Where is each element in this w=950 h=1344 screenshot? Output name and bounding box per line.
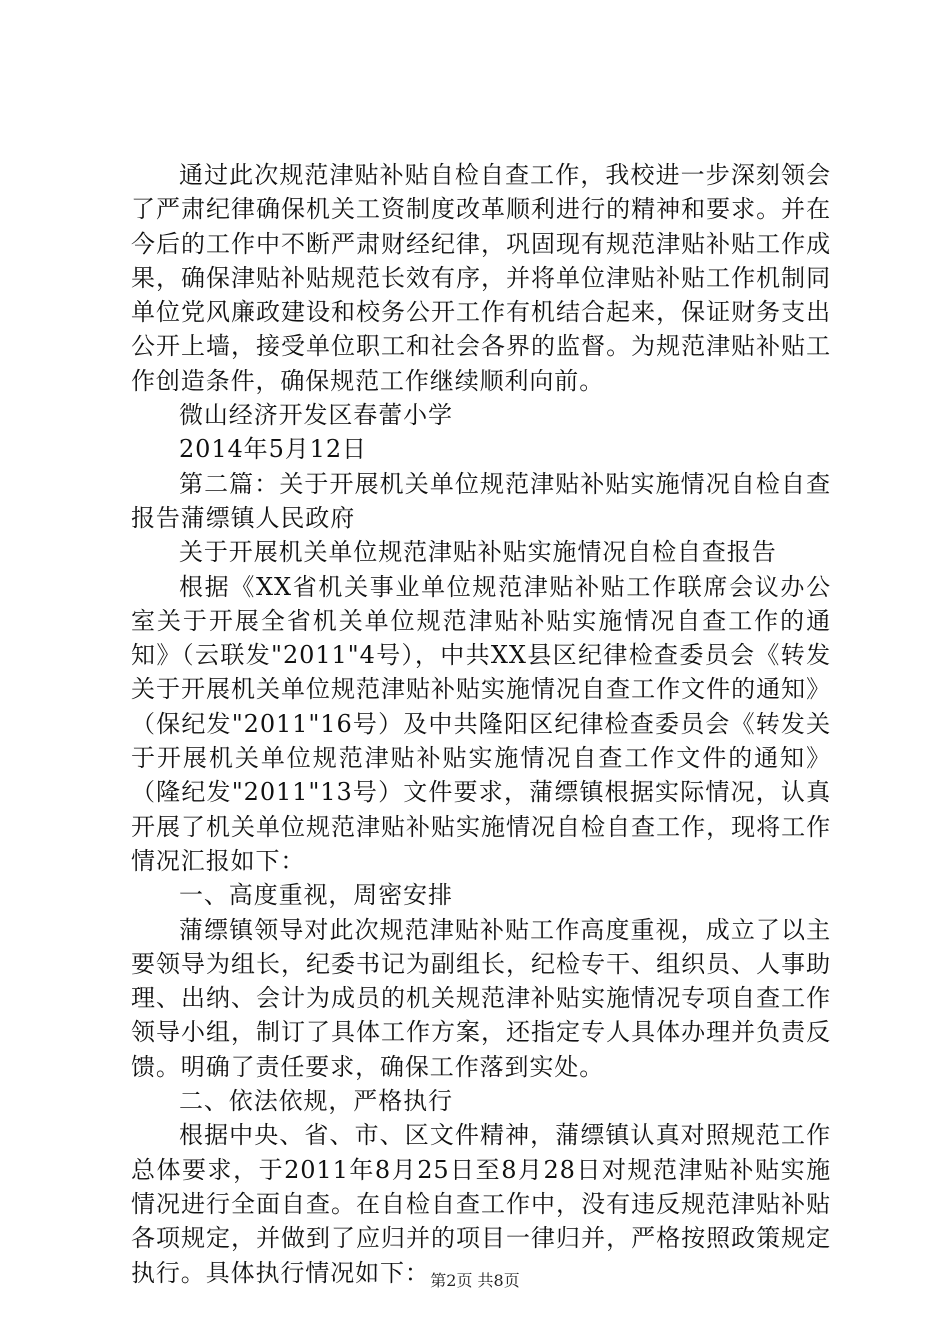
paragraph-basis: 根据《XX省机关事业单位规范津贴补贴工作联席会议办公室关于开展全省机关单位规范津贴补贴实施情况自查工作的通知》（云联发"2011"4号），中共XX县区纪律检查委员会《转发关于开展机关单位规范津贴补贴实施情况自查工作文件的通知》（保纪发"2011"16号）及中共隆阳区纪律检查委员会《转发关于开展机关单位规范津贴补贴实施情况自查工作文件的通知》（隆纪发"2011"13号）文件要求，蒲缥镇根据实际情况，认真开展了机关单位规范津贴补贴实施情况自检自查工作，现将工作情况汇报如下： — [131, 572, 831, 875]
paragraph-execution: 根据中央、省、市、区文件精神，蒲缥镇认真对照规范工作总体要求，于2011年8月25日至8月28日对规范津贴补贴实施情况进行全面自查。在自检自查工作中，没有违反规范津贴补贴各项规定，并做到了应归并的项目一律归并，严格按照政策规定执行。具体执行情况如下： — [131, 1121, 831, 1287]
signature-school: 微山经济开发区春蕾小学 — [179, 401, 453, 430]
section-heading-part-two: 第二篇：关于开展机关单位规范津贴补贴实施情况自检自查报告蒲缥镇人民政府 — [131, 469, 831, 532]
signature-date: 2014年5月12日 — [179, 435, 367, 464]
page-footer: 第2页 共8页 — [430, 1271, 520, 1290]
paragraph-conclusion: 通过此次规范津贴补贴自检自查工作，我校进一步深刻领会了严肃纪律确保机关工资制度改革顺利进行的精神和要求。并在今后的工作中不断严肃财经纪律，巩固现有规范津贴补贴工作成果，确保津贴补贴规范长效有序，并将单位津贴补贴工作机制同单位党风廉政建设和校务公开工作有机结合起来，保证财务支出公开上墙，接受单位职工和社会各界的监督。为规范津贴补贴工作创造条件，确保规范工作继续顺利向前。 — [131, 161, 831, 395]
document-body — [131, 158, 831, 1290]
subheading-one: 一、高度重视，周密安排 — [179, 881, 453, 910]
paragraph-leadership: 蒲缥镇领导对此次规范津贴补贴工作高度重视，成立了以主要领导为组长，纪委书记为副组长，纪检专干、组织员、人事助理、出纳、会计为成员的机关规范津补贴实施情况专项自查工作领导小组，制订了具体工作方案，还指定专人具体办理并负责反馈。明确了责任要求，确保工作落到实处。 — [131, 915, 831, 1081]
subheading-two: 二、依法依规，严格执行 — [179, 1087, 453, 1116]
report-title: 关于开展机关单位规范津贴补贴实施情况自检自查报告 — [179, 538, 777, 567]
